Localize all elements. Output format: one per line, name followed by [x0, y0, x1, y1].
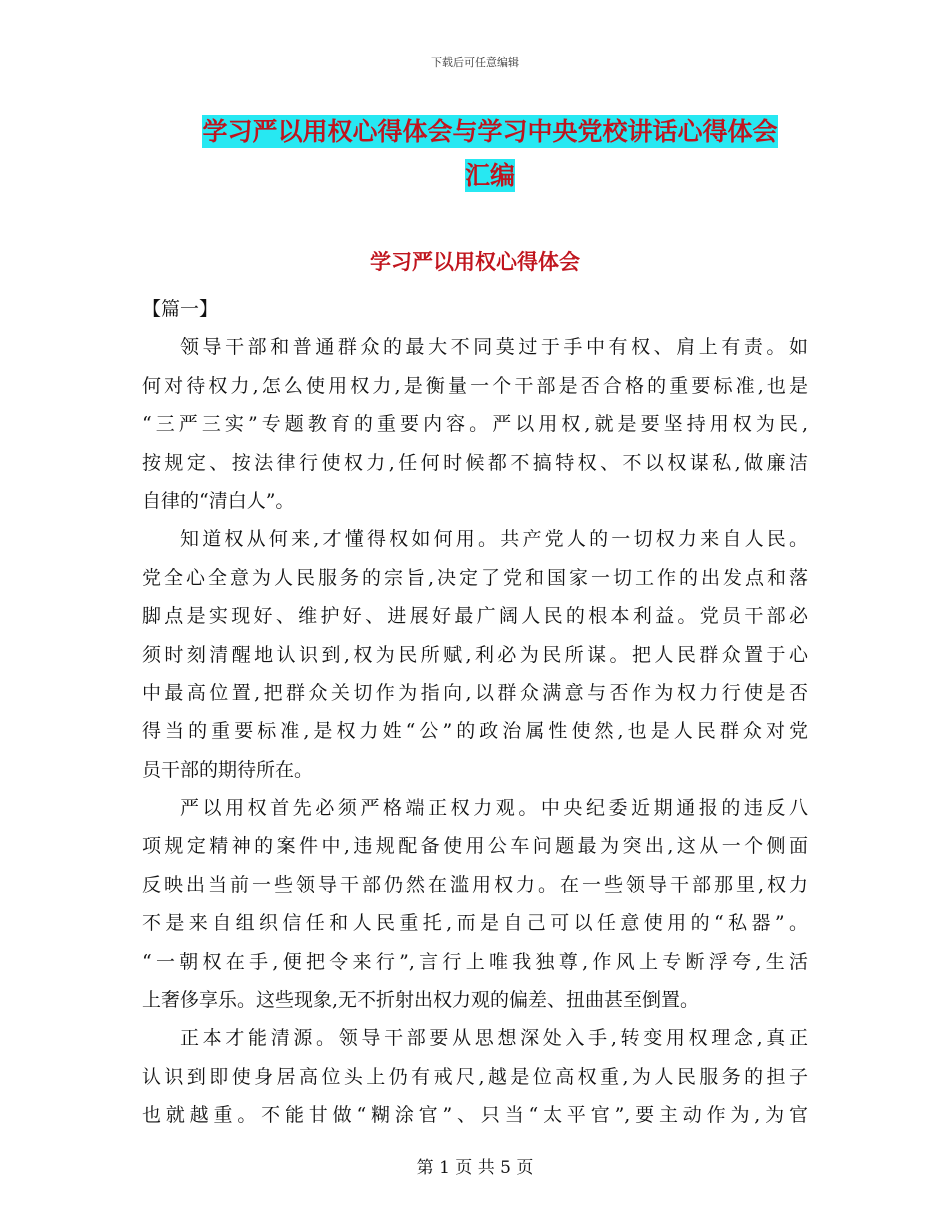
paragraph-line: 知道权从何来,才懂得权如何用。共产党人的一切权力来自人民。 — [180, 528, 808, 551]
paragraph-line: 领导干部和普通群众的最大不同莫过于手中有权、肩上有责。如 — [180, 336, 808, 359]
section-title: 学习严以用权心得体会 — [370, 250, 580, 274]
part-label: 【篇一】 — [142, 298, 219, 320]
paragraph-line: 脚点是实现好、维护好、进展好最广阔人民的根本利益。党员干部必 — [142, 605, 808, 628]
paragraph-line: 认识到即使身居高位头上仍有戒尺,越是位高权重,为人民服务的担子 — [142, 1065, 808, 1088]
header-note: 下载后可任意编辑 — [431, 56, 519, 69]
document-title-line-2: 汇编 — [464, 161, 515, 190]
paragraph-line: 上奢侈享乐。这些现象,无不折射出权力观的偏差、扭曲甚至倒置。 — [142, 989, 700, 1012]
page-footer: 第 1 页 共 5 页 — [416, 1158, 534, 1178]
paragraph-line: 不是来自组织信任和人民重托,而是自己可以任意使用的“私器”。 — [142, 912, 808, 935]
paragraph-line: 自律的“清白人”。 — [142, 489, 295, 512]
document-title-line-1: 学习严以用权心得体会与学习中央党校讲话心得体会 — [202, 117, 778, 146]
paragraph-line: “三严三实”专题教育的重要内容。严以用权,就是要坚持用权为民, — [142, 413, 808, 436]
paragraph-line: 党全心全意为人民服务的宗旨,决定了党和国家一切工作的出发点和落 — [142, 566, 808, 589]
paragraph-line: 严以用权首先必须严格端正权力观。中央纪委近期通报的违反八 — [180, 797, 808, 820]
paragraph-line: 中最高位置,把群众关切作为指向,以群众满意与否作为权力行使是否 — [142, 681, 808, 704]
document-title — [140, 110, 840, 198]
paragraph-line: 须时刻清醒地认识到,权为民所赋,利必为民所谋。把人民群众置于心 — [142, 643, 808, 666]
paragraph-line: 也就越重。不能甘做“糊涂官”、只当“太平官”,要主动作为,为官 — [142, 1104, 808, 1127]
paragraph-line: 项规定精神的案件中,违规配备使用公车问题最为突出,这从一个侧面 — [142, 835, 808, 858]
body-text — [142, 290, 808, 1135]
paragraph-line: 得当的重要标准,是权力姓“公”的政治属性使然,也是人民群众对党 — [142, 720, 808, 743]
paragraph-line: “一朝权在手,便把令来行”,言行上唯我独尊,作风上专断浮夸,生活 — [142, 950, 808, 973]
paragraph-line: 正本才能清源。领导干部要从思想深处入手,转变用权理念,真正 — [180, 1027, 808, 1050]
paragraph-line: 员干部的期待所在。 — [142, 758, 314, 781]
paragraph-line: 反映出当前一些领导干部仍然在滥用权力。在一些领导干部那里,权力 — [142, 873, 808, 896]
paragraph-line: 按规定、按法律行使权力,任何时候都不搞特权、不以权谋私,做廉洁 — [142, 451, 808, 474]
paragraph-line: 何对待权力,怎么使用权力,是衡量一个干部是否合格的重要标准,也是 — [142, 374, 808, 397]
